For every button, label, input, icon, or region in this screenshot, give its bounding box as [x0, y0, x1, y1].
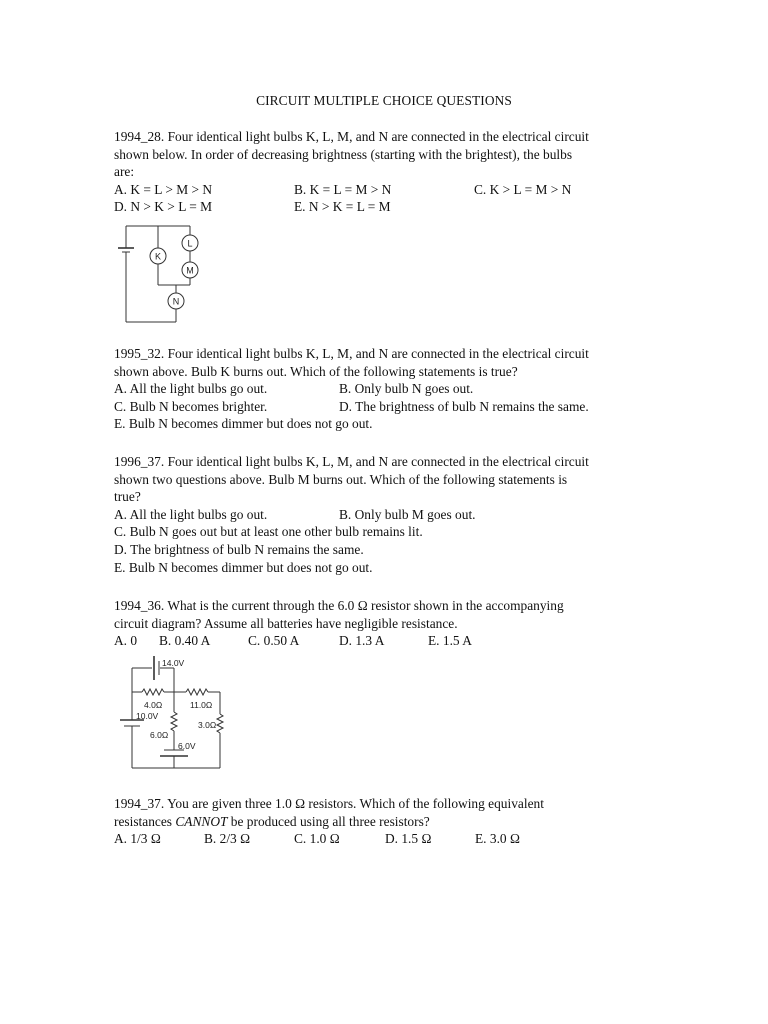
answer-option-e: E. 1.5 A: [428, 633, 472, 649]
answer-option-b: B. 0.40 A: [159, 633, 211, 649]
question-1994-36: [114, 597, 654, 650]
question-stem: 1994_28. Four identical light bulbs K, L, M, and N are connected in the electrical circuit: [114, 129, 589, 144]
answer-option-b: B. Only bulb N goes out.: [339, 381, 474, 397]
answer-option-e: E. N > K = L = M: [294, 199, 391, 215]
answer-option-b: B. 2/3 Ω: [204, 831, 251, 847]
answer-option-b: B. Only bulb M goes out.: [339, 506, 476, 522]
answer-option-e: E. Bulb N becomes dimmer but does not go out.: [114, 416, 373, 432]
bulb-circuit-diagram: [114, 222, 214, 328]
resistor-11ohm-label: 11.0Ω: [190, 700, 213, 710]
stem-part: resistances: [114, 813, 176, 829]
answer-option-a: A. All the light bulbs go out.: [114, 381, 268, 397]
question-stem: circuit diagram? Assume all batteries have negligible resistance.: [114, 615, 458, 631]
bulb-k-label: K: [154, 251, 162, 262]
answer-row: [114, 181, 654, 199]
answer-option-c: C. 1.0 Ω: [294, 831, 340, 847]
answer-option-a: A. K = L > M > N: [114, 181, 213, 197]
answer-option-b: B. K = L = M > N: [294, 181, 392, 197]
bulb-n-label: N: [172, 296, 180, 307]
answer-option-d: D. The brightness of bulb N remains the same.: [339, 398, 589, 414]
question-1994-28: [114, 128, 654, 216]
question-1996-37: [114, 453, 654, 576]
bulb-m-label: M: [186, 265, 194, 276]
battery-10v-label: 10.0V: [136, 711, 159, 721]
question-stem: true?: [114, 489, 141, 505]
question-stem: shown two questions above. Bulb M burns out. Which of the following statements is: [114, 471, 568, 487]
question-1994-37: [114, 795, 654, 848]
resistor-battery-circuit-diagram: [114, 650, 234, 778]
answer-option-a: A. 0: [114, 633, 138, 649]
resistor-6ohm-label: 6.0Ω: [150, 730, 169, 740]
answer-row: [114, 380, 654, 398]
question-stem: 1995_32. Four identical light bulbs K, L, M, and N are connected in the electrical circuit: [114, 346, 589, 361]
answer-option-a: A. All the light bulbs go out.: [114, 506, 268, 522]
answer-row: [114, 398, 654, 416]
resistor-3ohm-label: 3.0Ω: [198, 720, 217, 730]
question-stem: shown above. Bulb K burns out. Which of the following statements is true?: [114, 363, 518, 379]
question-1995-32: [114, 345, 654, 433]
answer-option-d: D. 1.3 A: [339, 633, 385, 649]
answer-row: [114, 198, 654, 216]
answer-row: [114, 830, 654, 848]
page-title-block: [114, 92, 654, 110]
question-stem: 1994_37. You are given three 1.0 Ω resistors. Which of the following equivalent: [114, 796, 544, 811]
answer-option-a: A. 1/3 Ω: [114, 831, 161, 847]
answer-option-e: E. Bulb N becomes dimmer but does not go out.: [114, 559, 373, 575]
answer-option-d: D. The brightness of bulb N remains the same.: [114, 541, 364, 557]
answer-row: [114, 632, 654, 650]
battery-6v-label: 6.0V: [178, 741, 196, 751]
answer-row: [114, 506, 654, 524]
answer-option-c: C. K > L = M > N: [474, 181, 572, 197]
page-title: CIRCUIT MULTIPLE CHOICE QUESTIONS: [256, 93, 512, 108]
answer-option-c: C. Bulb N goes out but at least one other bulb remains lit.: [114, 524, 423, 540]
question-stem: are:: [114, 164, 135, 180]
stem-part: be produced using all three resistors?: [227, 813, 430, 829]
answer-option-d: D. 1.5 Ω: [385, 831, 432, 847]
question-stem: shown below. In order of decreasing brightness (starting with the brightest), the bulbs: [114, 146, 573, 162]
emphasis-cannot: CANNOT: [175, 813, 228, 829]
question-stem: [114, 813, 654, 831]
bulb-l-label: L: [187, 238, 193, 249]
resistor-4ohm-label: 4.0Ω: [144, 700, 163, 710]
question-stem: 1996_37. Four identical light bulbs K, L, M, and N are connected in the electrical circuit: [114, 454, 589, 469]
answer-option-d: D. N > K > L = M: [114, 199, 213, 215]
question-stem: 1994_36. What is the current through the 6.0 Ω resistor shown in the accompanying: [114, 598, 564, 613]
battery-14v-label: 14.0V: [162, 658, 185, 668]
answer-option-e: E. 3.0 Ω: [475, 831, 520, 847]
answer-option-c: C. 0.50 A: [248, 633, 300, 649]
answer-option-c: C. Bulb N becomes brighter.: [114, 398, 268, 414]
